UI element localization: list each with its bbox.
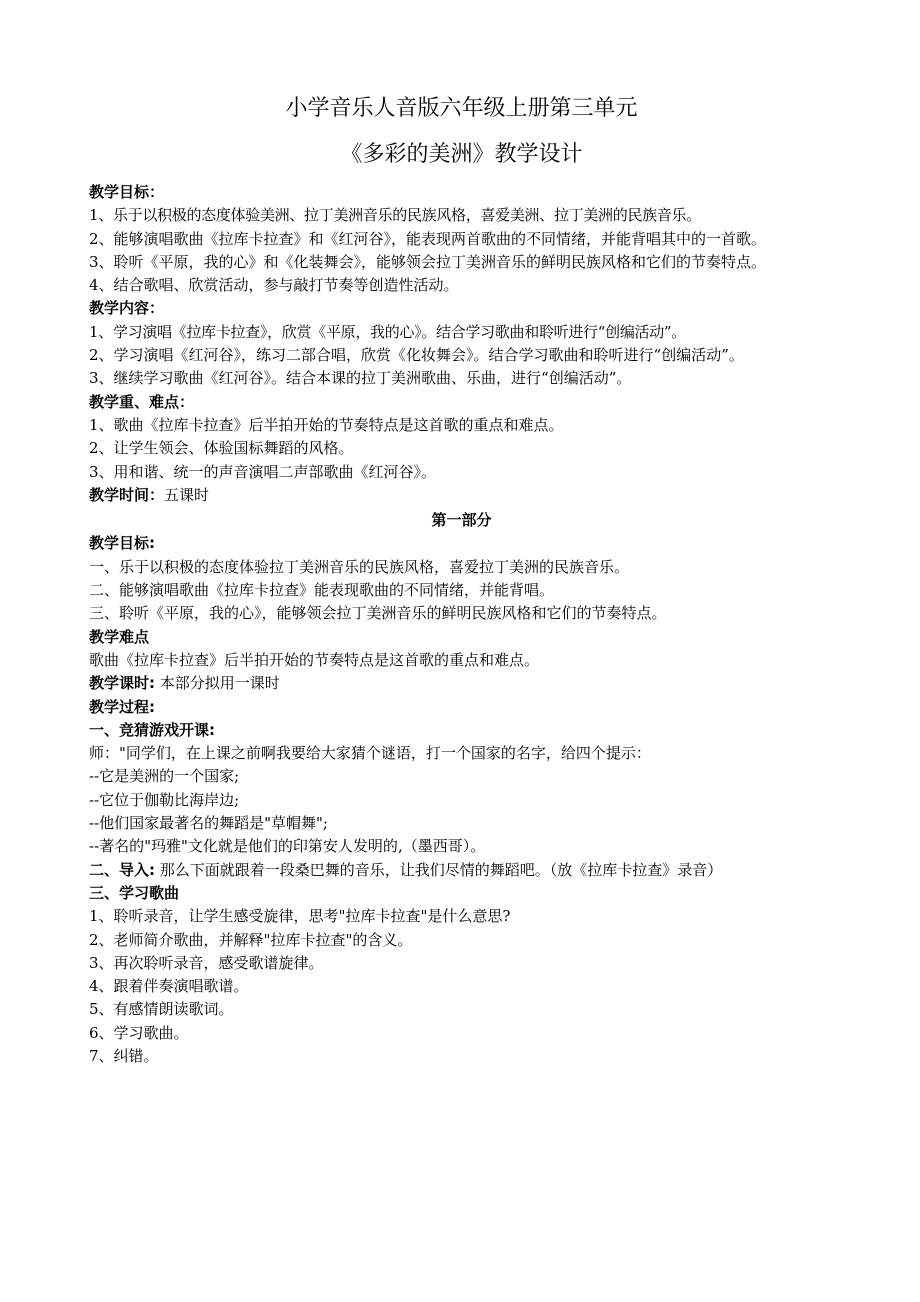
- song-step-5: 5、有感情朗读歌词。: [89, 1000, 234, 1019]
- part1-objective-3: 三、聆听《平原，我的心》，能够领会拉丁美洲音乐的鲜明民族风格和它们的节奏特点。: [89, 604, 667, 623]
- game-heading: 一、竞猜游戏开课:: [89, 720, 215, 739]
- part1-objective-1: 一、乐于以积极的态度体验拉丁美洲音乐的民族风格，喜爱拉丁美洲的民族音乐。: [89, 557, 630, 576]
- part1-hours-heading: 教学课时:: [89, 674, 155, 693]
- intro-paragraph: [89, 859, 834, 882]
- objectives-heading: 教学目标：: [89, 183, 165, 201]
- game-line-3: --它位于伽勒比海岸边;: [89, 790, 240, 809]
- part1-objectives-heading: 教学目标:: [89, 534, 155, 553]
- key-point-item-3: 3、用和谐、统一的声音演唱二声部歌曲《红河谷》。: [89, 462, 437, 481]
- document-title-line1: 小学音乐人音版六年级上册第三单元: [285, 96, 638, 121]
- teaching-time-value: 五课时: [164, 485, 210, 504]
- song-step-1: 1、聆听录音，让学生感受旋律，思考"拉库卡拉查"是什么意思?: [89, 907, 511, 926]
- part1-process-heading: 教学过程:: [89, 697, 155, 716]
- content-item-2: 2、学习演唱《红河谷》，练习二部合唱，欣赏《化妆舞会》。结合学习歌曲和聆听进行“创编活动”。: [89, 346, 744, 365]
- song-step-2: 2、老师简介歌曲，并解释"拉库卡拉查"的含义。: [89, 930, 413, 949]
- part1-hours: [89, 672, 834, 695]
- document-page: [89, 92, 834, 1068]
- part1-objective-2: 二、能够演唱歌曲《拉库卡拉查》能表现歌曲的不同情绪，并能背唱。: [89, 581, 555, 600]
- content-item-3: 3、继续学习歌曲《红河谷》。结合本课的拉丁美洲歌曲、乐曲，进行“创编活动”。: [89, 369, 632, 388]
- part1-difficulty: 歌曲《拉库卡拉查》后半拍开始的节奏特点是这首歌的重点和难点。: [89, 650, 540, 669]
- key-points-heading: 教学重、难点：: [89, 392, 195, 411]
- content-heading: 教学内容：: [89, 299, 165, 318]
- part1-hours-value: 本部分拟用一课时: [155, 674, 280, 693]
- objective-item-4: 4、结合歌唱、欣赏活动，参与敲打节奏等创造性活动。: [89, 276, 459, 295]
- objective-item-3: 3、聆听《平原，我的心》和《化装舞会》，能够领会拉丁美洲音乐的鲜明民族风格和它们的节奏特点。: [89, 252, 767, 271]
- game-line-1: 师："同学们，在上课之前啊我要给大家猜个谜语，打一个国家的名字，给四个提示：: [89, 744, 651, 763]
- game-line-5: --著名的"玛雅"文化就是他们的印第安人发明的,（墨西哥）。: [89, 837, 486, 856]
- song-step-3: 3、再次聆听录音，感受歌谱旋律。: [89, 953, 324, 972]
- game-line-4: --他们国家最著名的舞蹈是"草帽舞";: [89, 814, 328, 833]
- part1-difficulty-heading: 教学难点: [89, 627, 150, 646]
- document-title-line2: 《多彩的美洲》教学设计: [340, 142, 583, 167]
- intro-heading: 二、导入:: [89, 860, 155, 879]
- song-heading: 三、学习歌曲: [89, 883, 180, 902]
- key-point-item-1: 1、歌曲《拉库卡拉查》后半拍开始的节奏特点是这首歌的重点和难点。: [89, 415, 564, 434]
- content-item-1: 1、学习演唱《拉库卡拉查》，欣赏《平原，我的心》。结合学习歌曲和聆听进行“创编活动”。: [89, 322, 686, 341]
- game-line-2: --它是美洲的一个国家;: [89, 767, 240, 786]
- objective-item-2: 2、能够演唱歌曲《拉库卡拉查》和《红河谷》，能表现两首歌曲的不同情绪，并能背唱其中的一首歌。: [89, 229, 767, 248]
- teaching-time: [89, 484, 834, 507]
- key-point-item-2: 2、让学生领会、体验国标舞蹈的风格。: [89, 439, 354, 458]
- song-step-7: 7、纠错。: [89, 1046, 159, 1065]
- intro-text: 那么下面就跟着一段桑巴舞的音乐，让我们尽情的舞蹈吧。（放《拉库卡拉查》录音）: [155, 860, 723, 879]
- song-step-4: 4、跟着伴奏演唱歌谱。: [89, 977, 249, 996]
- song-step-6: 6、学习歌曲。: [89, 1023, 189, 1042]
- teaching-time-heading: 教学时间：: [89, 485, 165, 504]
- objective-item-1: 1、乐于以积极的态度体验美洲、拉丁美洲音乐的民族风格，喜爱美洲、拉丁美洲的民族音乐。: [89, 206, 701, 225]
- part1-heading: 第一部分: [431, 511, 492, 530]
